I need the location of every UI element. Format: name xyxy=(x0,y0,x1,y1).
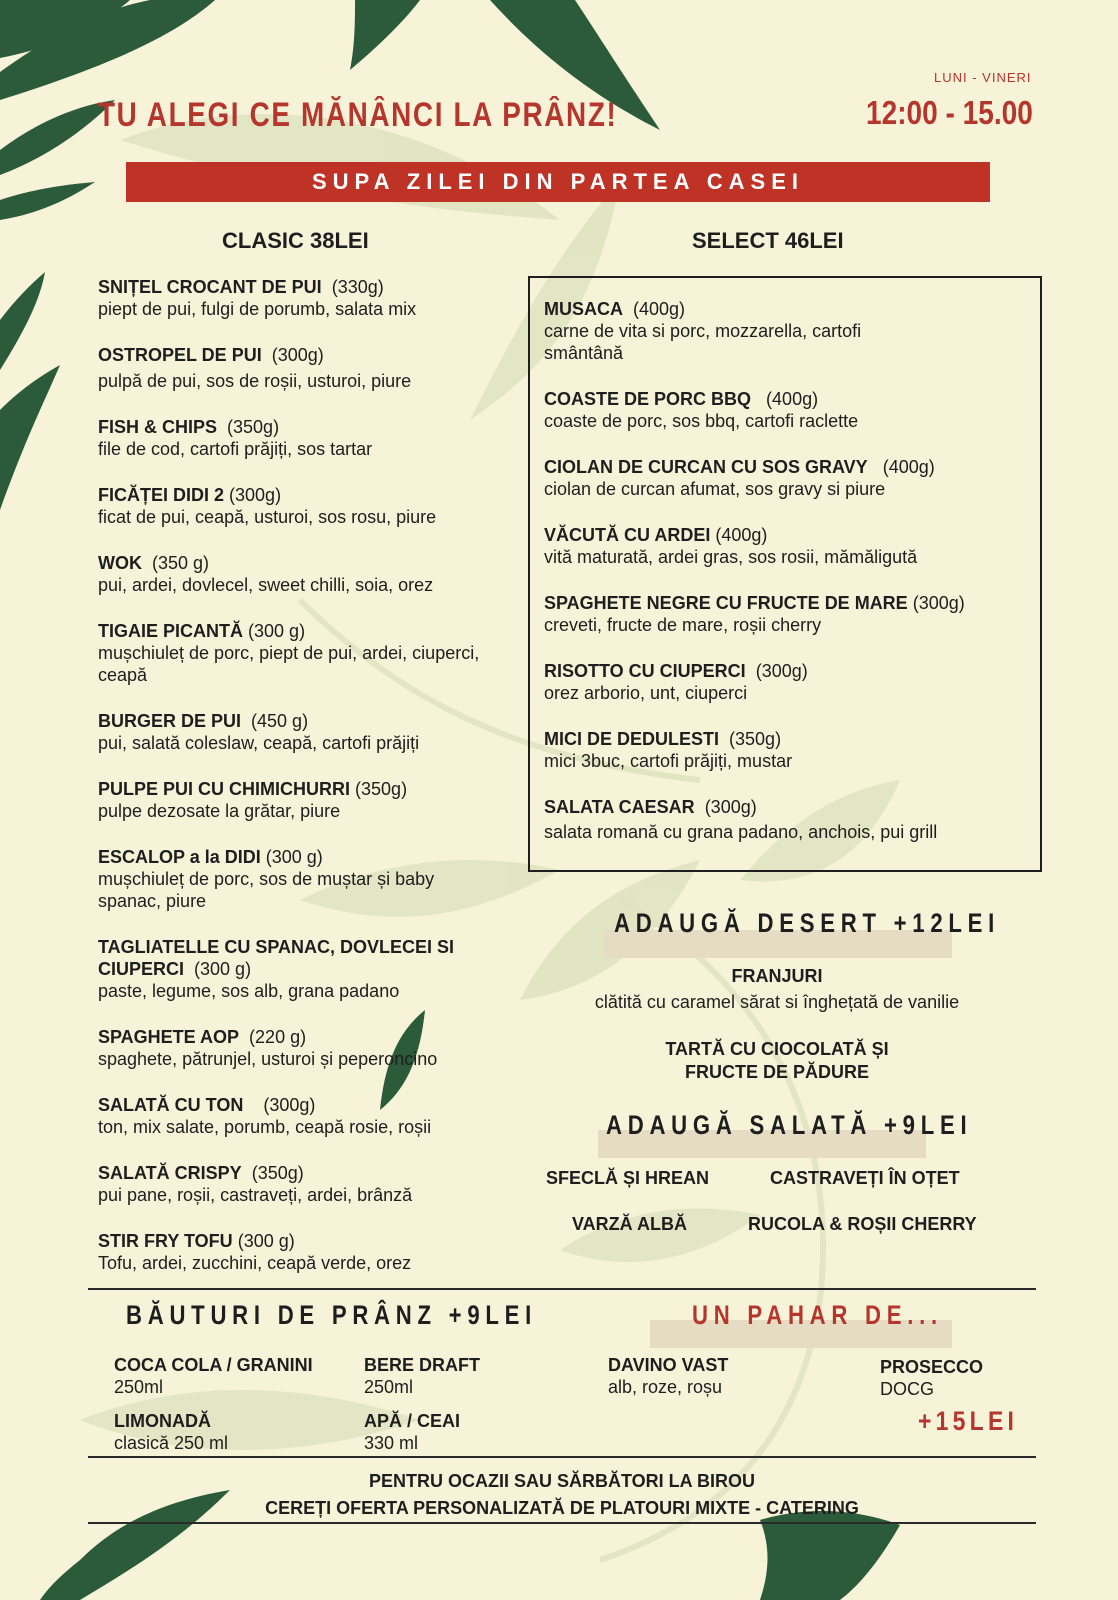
item-description: pui pane, roșii, castraveți, ardei, brânză xyxy=(98,1185,413,1205)
item-weight: (400g) xyxy=(882,457,935,477)
item-weight: (350g) xyxy=(729,729,782,749)
wine-item xyxy=(608,1354,728,1398)
days-label: LUNI - VINERI xyxy=(934,70,1032,85)
item-weight: (400g) xyxy=(715,525,768,545)
item-description: paste, legume, sos alb, grana padano xyxy=(98,981,400,1001)
item-description: pui, salată coleslaw, ceapă, cartofi prăjiți xyxy=(98,733,420,753)
item-description: pulpe dezosate la grătar, piure xyxy=(98,801,341,821)
item-description: carne de vita si porc, mozzarella, cartofi smântână xyxy=(544,321,862,363)
dessert-item-description: clătită cu caramel sărat si înghețată de vanilie xyxy=(594,992,960,1012)
item-weight: (300 g) xyxy=(237,1231,295,1251)
divider xyxy=(88,1522,1036,1524)
item-name: SALATA CAESAR xyxy=(544,797,695,817)
drink-name: LIMONADĂ xyxy=(114,1411,211,1431)
wine-name: DAVINO VAST xyxy=(608,1355,729,1375)
item-weight: (350 g) xyxy=(152,553,210,573)
item-weight: (330g) xyxy=(331,277,384,297)
menu-item xyxy=(98,344,518,392)
item-description: mușchiuleț de porc, piept de pui, ardei, ciuperci, ceapă xyxy=(98,643,480,685)
menu-item xyxy=(98,1230,518,1274)
item-weight: (300 g) xyxy=(248,621,306,641)
item-name: FICĂȚEI DIDI 2 xyxy=(98,485,225,505)
item-description: pui, ardei, dovlecel, sweet chilli, soia, orez xyxy=(98,575,434,595)
drink-item xyxy=(364,1410,460,1454)
dessert-item-name xyxy=(540,1038,1014,1084)
dessert-item-line: TARTĂ CU CIOCOLATĂ ȘI xyxy=(665,1039,889,1059)
item-name: SNIȚEL CROCANT DE PUI xyxy=(98,277,322,297)
item-description: ciolan de curcan afumat, sos gravy si piure xyxy=(544,479,886,499)
menu-item xyxy=(98,620,498,686)
item-name: FISH & CHIPS xyxy=(98,417,218,437)
footer-note xyxy=(88,1468,1036,1522)
soup-banner: SUPA ZILEI DIN PARTEA CASEI xyxy=(126,162,990,202)
item-description: spaghete, pătrunjel, usturoi și peperoncino xyxy=(98,1049,438,1069)
item-name: STIR FRY TOFU xyxy=(98,1231,233,1251)
dessert-item-name: FRANJURI xyxy=(731,966,823,986)
item-description: ficat de pui, ceapă, usturoi, sos rosu, piure xyxy=(98,507,437,527)
drinks-title: BĂUTURI DE PRÂNZ +9LEI xyxy=(126,1300,538,1330)
item-name: MICI DE DEDULESTI xyxy=(544,729,720,749)
drink-item xyxy=(114,1410,228,1454)
item-weight: (220 g) xyxy=(249,1027,307,1047)
wine-item xyxy=(880,1356,983,1400)
item-weight: (450 g) xyxy=(251,711,309,731)
item-description: salata romană cu grana padano, anchois, pui grill xyxy=(544,822,938,842)
item-weight: (300g) xyxy=(271,345,324,365)
item-description: orez arborio, unt, ciuperci xyxy=(544,683,748,703)
item-name: TAGLIATELLE CU SPANAC, DOVLECEI SI CIUPERCI xyxy=(98,937,455,979)
item-description: coaste de porc, sos bbq, cartofi raclette xyxy=(544,411,859,431)
item-description: Tofu, ardei, zucchini, ceapă verde, orez xyxy=(98,1253,412,1273)
menu-item xyxy=(98,416,518,460)
item-name: TIGAIE PICANTĂ xyxy=(98,621,244,641)
item-weight: (350g) xyxy=(227,417,280,437)
salad-option: CASTRAVEȚI ÎN OȚET xyxy=(770,1168,960,1188)
dessert-title: ADAUGĂ DESERT +12LEI xyxy=(614,908,1001,938)
salad-title: ADAUGĂ SALATĂ +9LEI xyxy=(606,1110,973,1140)
item-weight: (300g) xyxy=(755,661,808,681)
item-name: SALATĂ CRISPY xyxy=(98,1163,242,1183)
wine-name: PROSECCO xyxy=(880,1357,984,1377)
item-name: BURGER DE PUI xyxy=(98,711,242,731)
menu-item xyxy=(98,936,488,1002)
drink-size: 330 ml xyxy=(364,1433,419,1453)
item-weight: (350g) xyxy=(355,779,408,799)
clasic-heading: CLASIC 38LEI xyxy=(222,228,369,253)
menu-item xyxy=(98,1026,518,1070)
menu-item xyxy=(98,1162,518,1206)
item-name: COASTE DE PORC BBQ xyxy=(544,389,752,409)
menu-item xyxy=(98,1094,518,1138)
item-description: pulpă de pui, sos de roșii, usturoi, piure xyxy=(98,371,412,391)
item-name: PULPE PUI CU CHIMICHURRI xyxy=(98,779,351,799)
drink-item xyxy=(364,1354,480,1398)
item-name: WOK xyxy=(98,553,142,573)
item-weight: (400g) xyxy=(766,389,819,409)
menu-item xyxy=(544,660,1034,704)
item-name: RISOTTO CU CIUPERCI xyxy=(544,661,746,681)
item-weight: (300g) xyxy=(229,485,282,505)
menu-item xyxy=(98,484,518,528)
item-description: ton, mix salate, porumb, ceapă rosie, roșii xyxy=(98,1117,432,1137)
drink-size: 250ml xyxy=(114,1377,164,1397)
footer-line: CEREȚI OFERTA PERSONALIZATĂ DE PLATOURI MIXTE - CATERING xyxy=(265,1498,859,1518)
divider xyxy=(88,1456,1036,1458)
item-description: vită maturată, ardei gras, sos rosii, mămăligută xyxy=(544,547,918,567)
menu-item xyxy=(544,592,1038,636)
item-name: SPAGHETE NEGRE CU FRUCTE DE MARE xyxy=(544,593,908,613)
menu-item xyxy=(98,710,518,754)
drink-name: APĂ / CEAI xyxy=(364,1411,461,1431)
salad-option: VARZĂ ALBĂ xyxy=(572,1214,687,1234)
wine-description: alb, roze, roșu xyxy=(608,1377,723,1397)
item-description: piept de pui, fulgi de porumb, salata mix xyxy=(98,299,417,319)
wine-title: UN PAHAR DE... xyxy=(692,1300,943,1330)
salad-option: RUCOLA & ROȘII CHERRY xyxy=(748,1214,977,1234)
menu-item xyxy=(98,846,498,912)
item-name: ESCALOP a la DIDI xyxy=(98,847,261,867)
menu-item xyxy=(544,388,1024,432)
item-weight: (350g) xyxy=(251,1163,304,1183)
menu-item xyxy=(98,552,518,596)
item-name: VĂCUTĂ CU ARDEI xyxy=(544,525,711,545)
drink-size: 250ml xyxy=(364,1377,414,1397)
drink-name: BERE DRAFT xyxy=(364,1355,480,1375)
item-name: SPAGHETE AOP xyxy=(98,1027,240,1047)
menu-item xyxy=(544,728,1034,772)
menu-item xyxy=(544,524,1034,568)
item-name: MUSACA xyxy=(544,299,623,319)
menu-item xyxy=(98,276,518,320)
drink-size: clasică 250 ml xyxy=(114,1433,229,1453)
wine-description: DOCG xyxy=(880,1379,934,1399)
item-weight: (300 g) xyxy=(194,959,252,979)
item-weight: (300g) xyxy=(912,593,965,613)
menu-item xyxy=(544,796,1038,843)
item-description: mici 3buc, cartofi prăjiți, mustar xyxy=(544,751,793,771)
item-weight: (300g) xyxy=(704,797,757,817)
dessert-item-line: FRUCTE DE PĂDURE xyxy=(684,1062,869,1082)
hours-label: 12:00 - 15.00 xyxy=(866,94,1033,131)
item-weight: (300g) xyxy=(263,1095,316,1115)
divider xyxy=(88,1288,1036,1290)
menu-item xyxy=(544,456,1034,500)
drink-item xyxy=(114,1354,313,1398)
item-weight: (400g) xyxy=(633,299,686,319)
item-description: file de cod, cartofi prăjiți, sos tartar xyxy=(98,439,373,459)
drink-name: COCA COLA / GRANINI xyxy=(114,1355,313,1375)
select-heading: SELECT 46LEI xyxy=(692,228,844,253)
item-description: creveti, fructe de mare, roșii cherry xyxy=(544,615,822,635)
select-menu-box xyxy=(528,276,1042,872)
menu-item xyxy=(544,298,934,364)
salad-option: SFECLĂ ȘI HREAN xyxy=(546,1168,710,1188)
item-description: mușchiuleț de porc, sos de muștar și baby spanac, piure xyxy=(98,869,435,911)
item-name: CIOLAN DE CURCAN CU SOS GRAVY xyxy=(544,457,868,477)
menu-item xyxy=(98,778,518,822)
footer-line: PENTRU OCAZII SAU SĂRBĂTORI LA BIROU xyxy=(368,1471,755,1491)
item-name: OSTROPEL DE PUI xyxy=(98,345,262,365)
wine-price: +15LEI xyxy=(918,1406,1019,1436)
item-weight: (300 g) xyxy=(265,847,323,867)
page-title: TU ALEGI CE MĂNÂNCI LA PRÂNZ! xyxy=(98,96,618,134)
item-name: SALATĂ CU TON xyxy=(98,1095,244,1115)
